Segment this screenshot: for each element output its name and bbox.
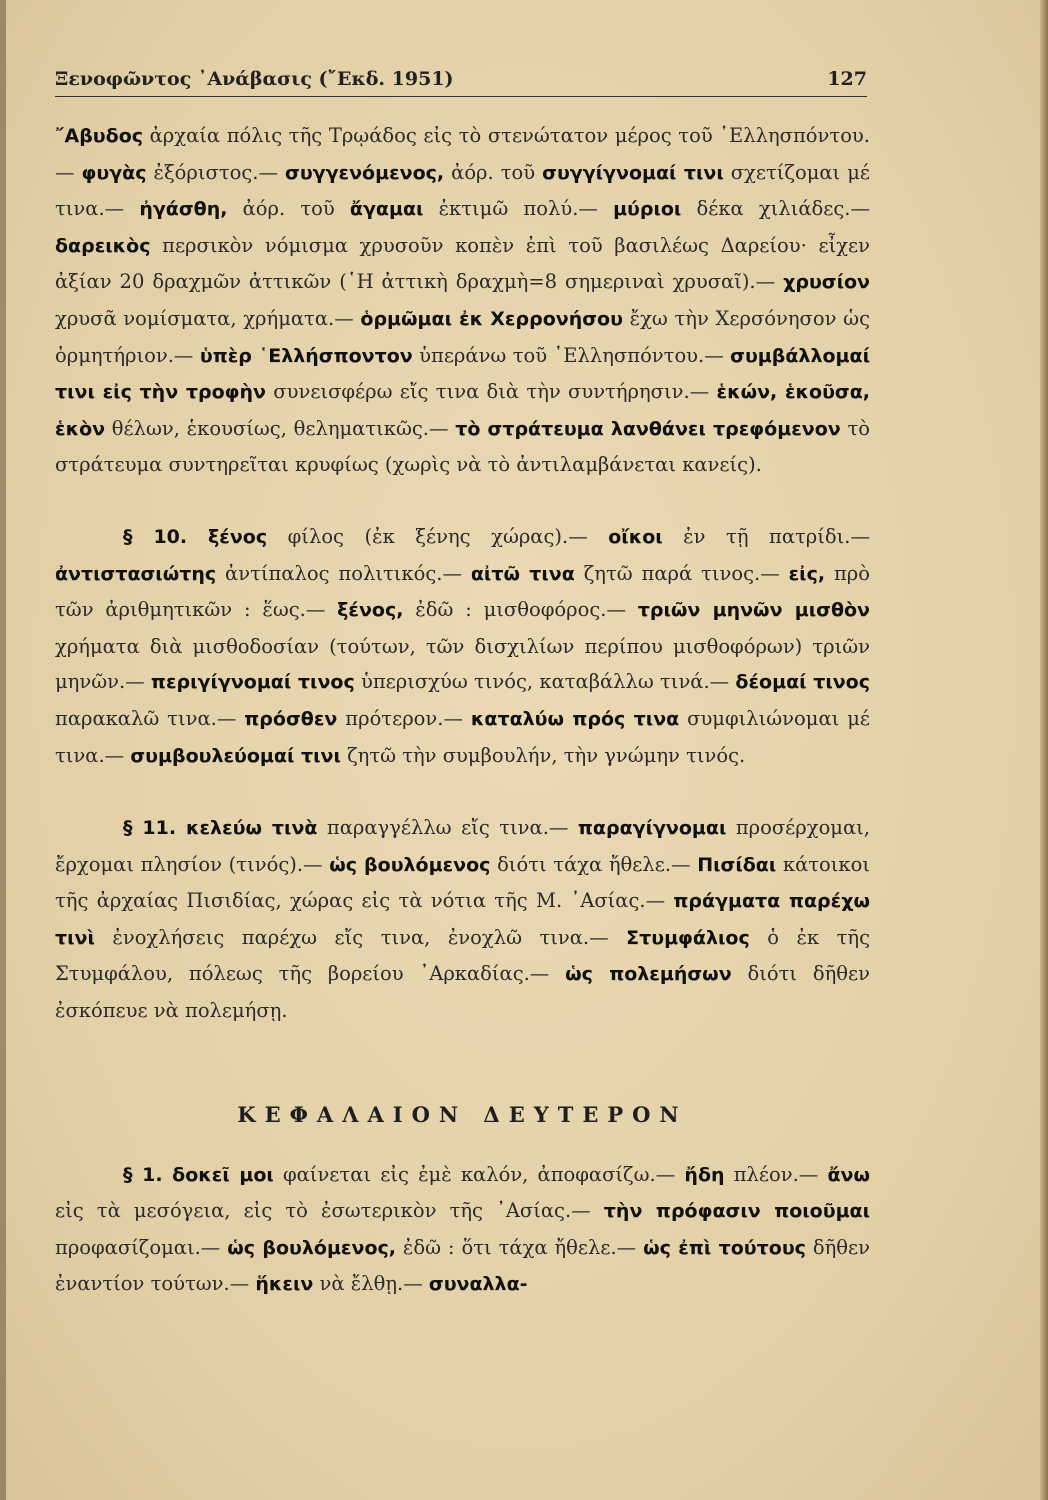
lemma-term: παραγίγνομαι	[577, 817, 727, 840]
lemma-term: ἄγαμαι	[349, 198, 424, 221]
definition-text: προσέρχομαι, ἔρχομαι πλησίον (τινός).—	[55, 816, 870, 876]
lemma-term: καταλύω πρός τινα	[470, 707, 680, 730]
lemma-term: συμβάλλομαί τινι εἰς τὴν τροφὴν	[55, 344, 870, 404]
lemma-term: πράγματα παρέχω τινὶ	[55, 890, 870, 949]
lemma-term: ἤδη	[684, 1163, 725, 1186]
paragraph-3	[55, 810, 870, 1029]
page-edge-right	[1040, 0, 1048, 1500]
definition-text: φίλος (ἐκ ξένης χώρας).—	[267, 524, 609, 548]
definition-text: ἀόρ. τοῦ	[227, 197, 350, 221]
definition-text: ὑπερισχύω τινός, καταβάλλω τινά.—	[354, 670, 736, 694]
lemma-term: ὡς βουλόμενος	[329, 853, 491, 876]
definition-text: συμφιλιώνομαι μέ τινα.—	[55, 706, 870, 767]
lemma-term: Στυμφάλιος	[626, 926, 750, 949]
definition-text: προφασίζομαι.—	[55, 1235, 228, 1259]
lemma-term: ὁρμῶμαι ἐκ Χερρονήσου	[360, 307, 623, 330]
lemma-term: δέομαί τινος	[735, 671, 870, 694]
paragraph-1	[55, 118, 870, 483]
lemma-term: ἠγάσθη,	[139, 198, 228, 221]
definition-text: παραγγέλλω εἴς τινα.—	[317, 816, 578, 840]
definition-text: συνεισφέρω εἴς τινα διὰ τὴν συντήρησιν.—	[266, 380, 717, 404]
lemma-term: οἴκοι	[608, 525, 663, 548]
lemma-term: ὡς ἐπὶ τούτους	[643, 1236, 806, 1259]
definition-text: ἐξόριστος.—	[146, 160, 286, 184]
definition-text: ὁ ἐκ τῆς Στυμφάλου, πόλεως τῆς βορείου ᾿Αρκαδίας.—	[55, 925, 870, 986]
lemma-term: ὑπὲρ ῾Ελλήσποντον	[199, 344, 413, 367]
definition-text: πρότερον.—	[337, 706, 471, 730]
page-content	[55, 118, 870, 1303]
page-number: 127	[827, 68, 867, 90]
lemma-term: τὸ στράτευμα λανθάνει τρεφόμενον	[455, 417, 841, 440]
definition-text: παρακαλῶ τινα.—	[55, 706, 245, 730]
lemma-term: δαρεικὸς	[55, 234, 151, 257]
definition-text: θέλων, ἑκουσίως, θεληματικῶς.—	[105, 416, 456, 440]
definition-text: ὑπεράνω τοῦ ῾Ελλησπόντου.—	[412, 343, 731, 367]
lemma-term: Πισίδαι	[697, 853, 777, 876]
lemma-term: χρυσίον	[783, 271, 870, 294]
definition-text: ἐνοχλήσεις παρέχω εἴς τινα, ἐνοχλῶ τινα.—	[94, 925, 627, 949]
lemma-term: φυγὰς	[81, 161, 147, 184]
lemma-term: συγγίγνομαί τινι	[542, 161, 724, 184]
definition-text: διότι δῆθεν ἐσκόπευε νὰ πολεμήσῃ.	[55, 962, 870, 1023]
lemma-term: § 10. ξένος	[123, 525, 268, 548]
lemma-term: § 1. δοκεῖ μοι	[123, 1163, 274, 1186]
lemma-term: μύριοι	[613, 198, 682, 221]
definition-text: ἀόρ. τοῦ	[444, 160, 543, 184]
definition-text: δέκα χιλιάδες.—	[681, 197, 870, 221]
lemma-term: ἥκειν	[255, 1273, 314, 1296]
header-title: Ξενοφῶντος ᾿Ανάβασις (῎Εκδ. 1951)	[55, 68, 454, 90]
lemma-term: § 11. κελεύω τινὰ	[123, 817, 318, 840]
definition-text: ἐδῶ : μισθοφόρος.—	[403, 598, 638, 622]
page-edge-left	[0, 0, 6, 1500]
lemma-term: ἄνω	[827, 1163, 870, 1186]
definition-text: σχετίζομαι μέ τινα.—	[55, 160, 870, 221]
definition-text: νὰ ἔλθῃ.—	[313, 1272, 429, 1296]
definition-text: πρὸ τῶν ἀριθμητικῶν : ἕως.—	[55, 561, 870, 622]
definition-text: ἀντίπαλος πολιτικός.—	[216, 561, 471, 585]
lemma-term: ἑκών, ἑκοῦσα, ἑκὸν	[55, 381, 870, 440]
definition-text: περσικὸν νόμισμα χρυσοῦν κοπὲν ἐπὶ τοῦ βασιλέως Δαρείου· εἶχεν ἀξίαν 20 δραχμῶν ἀττικῶν (῾Η ἀττικὴ δραχμὴ=8 σημεριναὶ χρυσαῖ).—	[55, 233, 870, 294]
definition-text: δῆθεν ἐναντίον τούτων.—	[55, 1235, 870, 1296]
lemma-term: ὡς βουλόμενος,	[227, 1236, 396, 1259]
lemma-term: ὡς πολεμήσων	[565, 963, 732, 986]
definition-text: τὸ στράτευμα συντηρεῖται κρυφίως (χωρὶς νὰ τὸ ἀντιλαμβάνεται κανείς).	[55, 416, 870, 477]
lemma-term: ἀντιστασιώτης	[55, 562, 217, 585]
definition-text: ζητῶ τὴν συμβουλήν, τὴν γνώμην τινός.	[340, 743, 746, 767]
definition-text: εἰς τὰ μεσόγεια, εἰς τὸ ἐσωτερικὸν τῆς ᾿Ασίας.—	[55, 1199, 604, 1223]
lemma-term: ξένος,	[337, 599, 404, 622]
lemma-term: πρόσθεν	[244, 707, 338, 730]
definition-text: φαίνεται εἰς ἐμὲ καλόν, ἀποφασίζω.—	[273, 1162, 685, 1186]
lemma-term: τὴν πρόφασιν ποιοῦμαι	[603, 1200, 871, 1223]
chapter-title: ΚΕΦΑΛΑΙΟΝ ΔΕΥΤΕΡΟΝ	[237, 1101, 688, 1127]
lemma-term: συναλλα-	[428, 1273, 528, 1296]
lemma-term: εἰς,	[788, 562, 826, 585]
definition-text: ἔχω τὴν Χερσόνησον ὡς ὁρμητήριον.—	[55, 306, 870, 367]
lemma-term: αἰτῶ τινα	[470, 562, 575, 585]
definition-text: ἀρχαία πόλις τῆς Τρῳάδος εἰς τὸ στενώτατον μέρος τοῦ ῾Ελλησπόντου.—	[55, 124, 870, 184]
paragraph-2	[55, 519, 870, 774]
lemma-term: περιγίγνομαί τινος	[150, 671, 355, 694]
definition-text: χρυσᾶ νομίσματα, χρήματα.—	[55, 306, 361, 330]
definition-text: πλέον.—	[724, 1162, 828, 1186]
lemma-term: συγγενόμενος,	[285, 161, 445, 184]
definition-text: ζητῶ παρά τινος.—	[574, 561, 789, 585]
lemma-term: συμβουλεύομαί τινι	[130, 744, 341, 767]
definition-text: ἐδῶ : ὅτι τάχα ἤθελε.—	[395, 1235, 644, 1259]
definition-text: ἐν τῇ πατρίδι.—	[662, 524, 871, 548]
lemma-term: τριῶν μηνῶν μισθὸν	[637, 599, 870, 622]
paragraph-4	[55, 1157, 870, 1303]
definition-text: χρήματα διὰ μισθοδοσίαν (τούτων, τῶν δισχιλίων περίπου μισθοφόρων) τριῶν μηνῶν.—	[55, 634, 870, 694]
running-header	[55, 68, 867, 97]
definition-text: ἐκτιμῶ πολύ.—	[423, 197, 614, 221]
definition-text: κάτοικοι τῆς ἀρχαίας Πισιδίας, χώρας εἰς τὰ νότια τῆς Μ. ᾿Ασίας.—	[55, 852, 870, 913]
definition-text: διότι τάχα ἤθελε.—	[490, 852, 698, 876]
lemma-term: ῎Αβυδος	[55, 125, 144, 147]
